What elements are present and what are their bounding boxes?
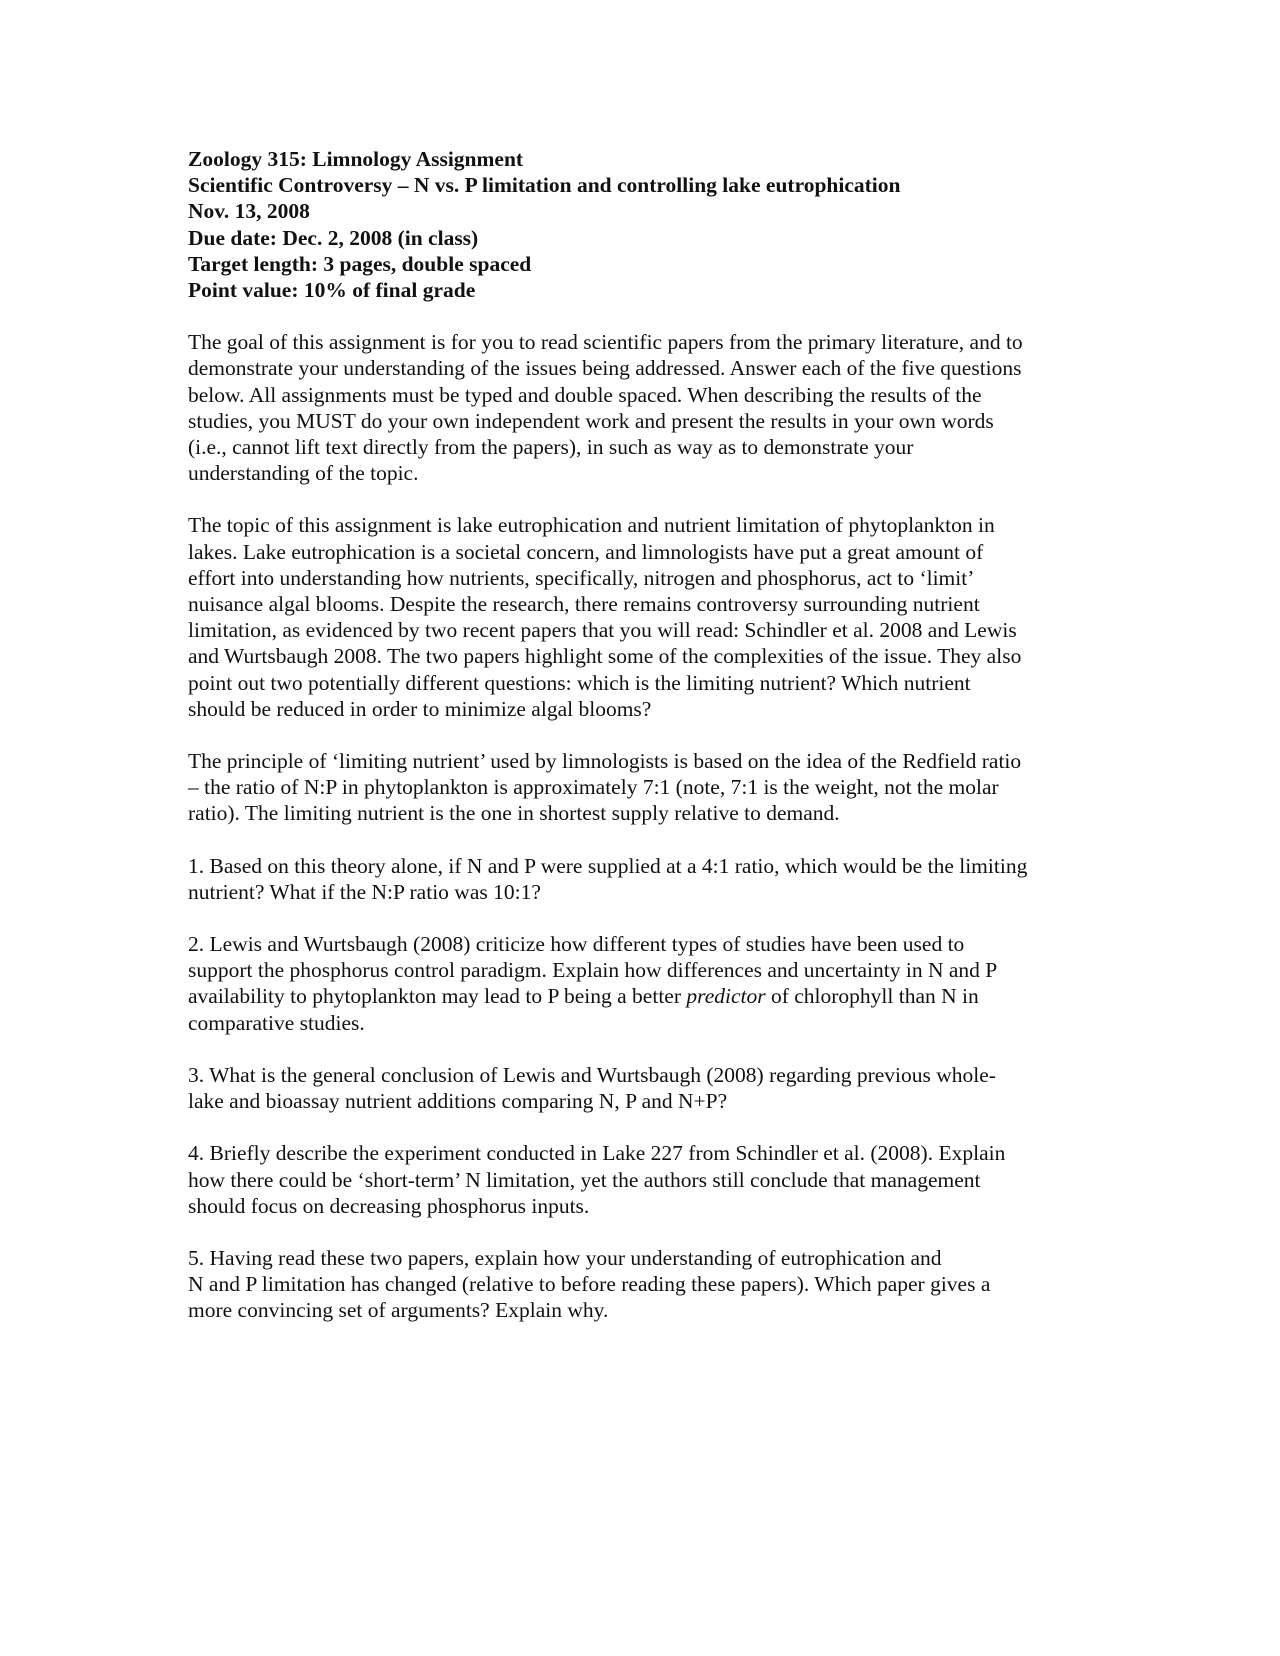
principle-paragraph bbox=[188, 748, 1088, 827]
text-line: 4. Briefly describe the experiment conducted in Lake 227 from Schindler et al. (2008). Explain bbox=[188, 1141, 1006, 1166]
text-line: The goal of this assignment is for you to read scientific papers from the primary literature, and to bbox=[188, 330, 1023, 355]
text-line: support the phosphorus control paradigm. Explain how differences and uncertainty in N and P bbox=[188, 958, 998, 983]
course-title: Zoology 315: Limnology Assignment bbox=[188, 147, 524, 171]
text-line: and Wurtsbaugh 2008. The two papers highlight some of the complexities of the issue. They also bbox=[188, 644, 1022, 669]
text-line: should be reduced in order to minimize algal blooms? bbox=[188, 696, 652, 721]
question-2 bbox=[188, 931, 1088, 1036]
text-line: The principle of ‘limiting nutrient’ used by limnologists is based on the idea of the Redfield ratio bbox=[188, 749, 1022, 774]
text-line: N and P limitation has changed (relative to before reading these papers). Which paper gives a bbox=[188, 1272, 991, 1297]
assignment-topic: Scientific Controversy – N vs. P limitation and controlling lake eutrophication bbox=[188, 173, 901, 198]
text-line: demonstrate your understanding of the issues being addressed. Answer each of the five questions bbox=[188, 356, 1022, 381]
text-line: 1. Based on this theory alone, if N and P were supplied at a 4:1 ratio, which would be the limiting bbox=[188, 853, 1028, 878]
text-line: below. All assignments must be typed and double spaced. When describing the results of the bbox=[188, 382, 982, 407]
text-line: lake and bioassay nutrient additions comparing N, P and N+P? bbox=[188, 1089, 728, 1114]
topic-paragraph bbox=[188, 512, 1088, 722]
text-line: 5. Having read these two papers, explain how your understanding of eutrophication and bbox=[188, 1245, 942, 1270]
text-line: limitation, as evidenced by two recent papers that you will read: Schindler et al. 2008 and Lewis bbox=[188, 618, 1017, 643]
emphasized-word: predictor bbox=[686, 984, 766, 1009]
text-line: nuisance algal blooms. Despite the research, there remains controversy surrounding nutrient bbox=[188, 592, 980, 617]
point-value: Point value: 10% of final grade bbox=[188, 278, 476, 303]
text-line: – the ratio of N:P in phytoplankton is approximately 7:1 (note, 7:1 is the weight, not the molar bbox=[188, 775, 999, 800]
question-5 bbox=[188, 1245, 1088, 1324]
question-4 bbox=[188, 1140, 1088, 1219]
text-line: understanding of the topic. bbox=[188, 461, 419, 486]
assignment-header bbox=[188, 146, 1088, 303]
text-segment: of chlorophyll than N in bbox=[765, 984, 979, 1009]
text-line: how there could be ‘short-term’ N limitation, yet the authors still conclude that management bbox=[188, 1167, 981, 1192]
text-line: comparative studies. bbox=[188, 1010, 365, 1035]
text-line: nutrient? What if the N:P ratio was 10:1? bbox=[188, 879, 541, 904]
intro-paragraph bbox=[188, 329, 1088, 486]
text-line: point out two potentially different questions: which is the limiting nutrient? Which nutrient bbox=[188, 670, 971, 695]
text-line: The topic of this assignment is lake eutrophication and nutrient limitation of phytoplankton in bbox=[188, 513, 995, 538]
question-1 bbox=[188, 853, 1088, 905]
text-line: (i.e., cannot lift text directly from the papers), in such as way as to demonstrate your bbox=[188, 435, 914, 460]
text-line: 3. What is the general conclusion of Lewis and Wurtsbaugh (2008) regarding previous whole- bbox=[188, 1062, 996, 1087]
issue-date: Nov. 13, 2008 bbox=[188, 199, 310, 224]
text-line bbox=[188, 983, 1088, 1009]
text-line: 2. Lewis and Wurtsbaugh (2008) criticize how different types of studies have been used to bbox=[188, 932, 965, 957]
text-line: should focus on decreasing phosphorus inputs. bbox=[188, 1193, 590, 1218]
text-segment: availability to phytoplankton may lead to P being a better bbox=[188, 984, 687, 1009]
text-line: studies, you MUST do your own independent work and present the results in your own words bbox=[188, 408, 994, 433]
document-page bbox=[188, 146, 1088, 1350]
text-line: ratio). The limiting nutrient is the one in shortest supply relative to demand. bbox=[188, 801, 840, 826]
text-line: lakes. Lake eutrophication is a societal concern, and limnologists have put a great amount of bbox=[188, 539, 984, 564]
due-date: Due date: Dec. 2, 2008 (in class) bbox=[188, 225, 479, 250]
target-length: Target length: 3 pages, double spaced bbox=[188, 251, 532, 276]
question-3 bbox=[188, 1062, 1088, 1114]
text-line: effort into understanding how nutrients, specifically, nitrogen and phosphorus, act to ‘limit’ bbox=[188, 565, 975, 590]
text-line: more convincing set of arguments? Explain why. bbox=[188, 1298, 609, 1323]
